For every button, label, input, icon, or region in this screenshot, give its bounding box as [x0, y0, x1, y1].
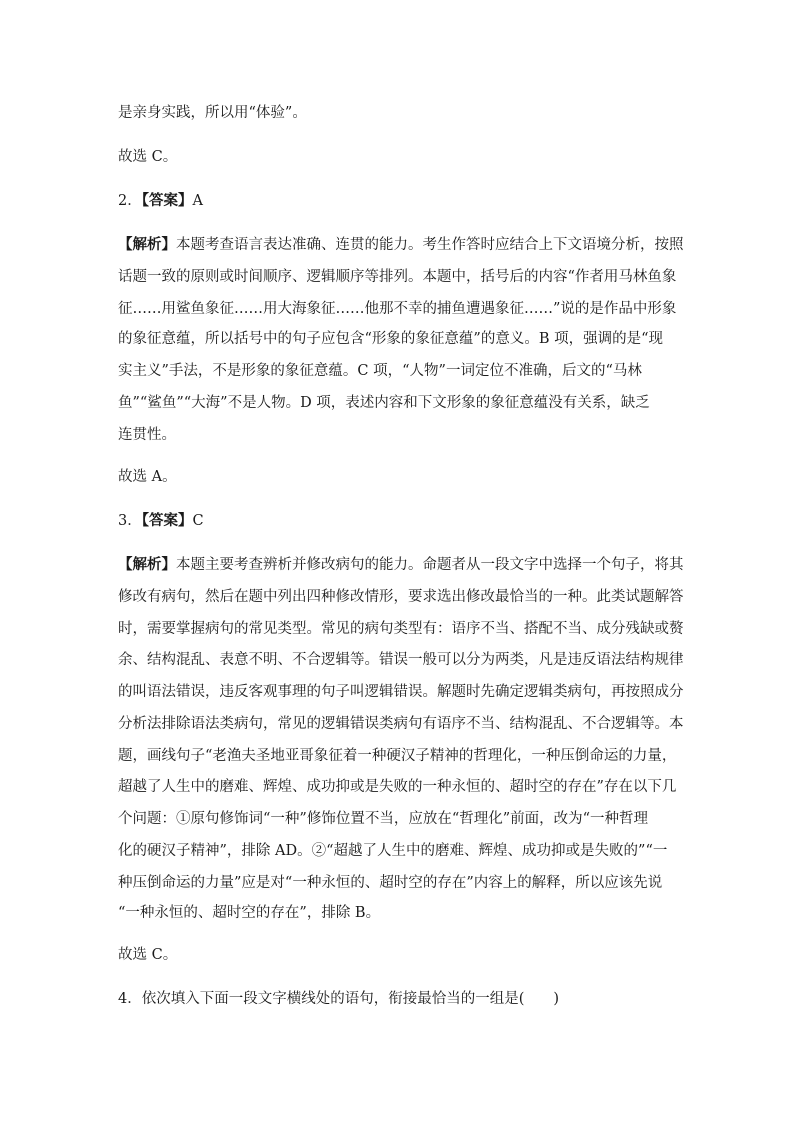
analysis-line: 连贯性。: [118, 427, 176, 443]
answer-tag: 【答案】: [141, 192, 193, 209]
conclusion-line: 故选 C。: [118, 947, 178, 963]
answer-heading-2: [118, 193, 678, 209]
analysis-line: 话题一致的原则或时间顺序、逻辑顺序等排列。本题中，括号后的内容“作者用马林鱼象: [118, 269, 677, 285]
answer-heading-3: [118, 513, 678, 529]
answer-value: A: [192, 193, 203, 209]
analysis-line: [118, 556, 684, 573]
analysis-line: 题，画线句子“老渔夫圣地亚哥象征着一种硬汉子精神的哲理化，一种压倒命运的力量，: [118, 748, 677, 764]
answer-value: C: [192, 513, 204, 529]
analysis-line: 的象征意蕴，所以括号中的句子应包含“形象的象征意蕴”的意义。B 项，强调的是“现: [118, 331, 663, 347]
analysis-line: 超越了人生中的磨难、辉煌、成功抑或是失败的一种永恒的、超时空的存在”存在以下几: [118, 779, 677, 795]
analysis-line: “一种永恒的、超时空的存在”，排除 B。: [118, 905, 381, 921]
analysis-text: 本题主要考查辨析并修改病句的能力。命题者从一段文字中选择一个句子，将其: [176, 557, 684, 573]
analysis-line: 时，需要掌握病句的常见类型。常见的病句类型有：语序不当、搭配不当、成分残缺或赘: [118, 621, 684, 637]
analysis-line: 征……用鲨鱼象征……用大海象征……他那不幸的捕鱼遭遇象征……”说的是作品中形象: [118, 301, 677, 317]
analysis-line: 余、结构混乱、表意不明、不合逻辑等。错误一般可以分为两类，凡是违反语法结构规律: [118, 652, 684, 668]
analysis-line: 分析法排除语法类病句，常见的逻辑错误类病句有语序不当、结构混乱、不合逻辑等。本: [118, 716, 684, 732]
analysis-line: 的叫语法错误，违反客观事理的句子叫逻辑错误。解题时先确定逻辑类病句，再按照成分: [118, 684, 684, 700]
analysis-tag: 【解析】: [118, 556, 176, 573]
text-line: 是亲身实践，所以用“体验”。: [118, 105, 307, 121]
conclusion-line: 故选 A。: [118, 469, 177, 485]
analysis-line: 修改有病句，然后在题中列出四种修改情形，要求选出修改最恰当的一种。此类试题解答: [118, 589, 684, 605]
analysis-line: 种压倒命运的力量”应是对“一种永恒的、超时空的存在”内容上的解释，所以应该先说: [118, 875, 663, 891]
analysis-line: [118, 236, 684, 253]
analysis-tag: 【解析】: [118, 236, 176, 253]
answer-tag: 【答案】: [141, 512, 193, 529]
question-number: 3．: [118, 513, 142, 529]
question-number: 2．: [118, 193, 142, 209]
analysis-line: 个问题：①原句修饰词“一种”修饰位置不当，应放在“哲理化”前面，改为“一种哲理: [118, 811, 649, 827]
analysis-text: 本题考查语言表达准确、连贯的能力。考生作答时应结合上下文语境分析，按照: [176, 237, 684, 253]
question-4: 4．依次填入下面一段文字横线处的语句，衔接最恰当的一组是( ): [118, 991, 560, 1007]
analysis-line: 化的硬汉子精神”，排除 AD。②“超越了人生中的磨难、辉煌、成功抑或是失败的”“一: [118, 843, 668, 859]
analysis-line: 鱼”“鲨鱼”“大海”不是人物。D 项，表述内容和下文形象的象征意蕴没有关系，缺乏: [118, 395, 650, 411]
analysis-line: 实主义”手法，不是形象的象征意蕴。C 项，“人物”一词定位不准确，后文的“马林: [118, 363, 642, 379]
conclusion-line: 故选 C。: [118, 149, 178, 165]
